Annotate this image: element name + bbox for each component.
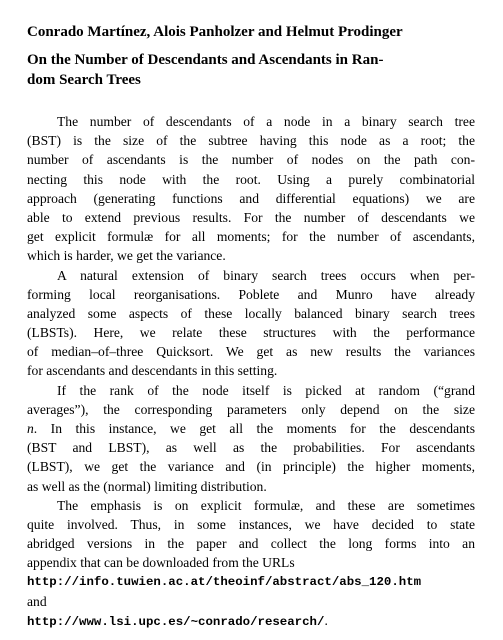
url-link-upc[interactable]: http://www.lsi.upc.es/~conrado/research/ [27,614,325,629]
text-line: necting this node with the root. Using a purely combinatorial [27,171,475,187]
url-link-tuwien[interactable]: http://info.tuwien.ac.at/theoinf/abstract/abs_120.htm [27,574,422,589]
text-line: averages”), the corresponding parameters only depend on the size [27,401,475,417]
text-line: (LBSTs). Here, we relate these structures with the performance [27,325,475,341]
text-line: abridged versions in the paper and collect the long forms into an [27,536,475,552]
text-line: able to extend previous results. For the number of descendants we [27,209,475,225]
text-line: n. In this instance, we get all the moments for the descendants [27,421,475,436]
variable-n: n [27,421,34,436]
title-line: On the Number of Descendants and Ascendants in Ran- [27,52,384,68]
title-line: dom Search Trees [27,72,141,88]
text-line: of median–of–three Quicksort. We get as new results the variances [27,344,475,360]
text-line: The emphasis is on explicit formulæ, and these are sometimes [57,497,475,513]
text-line: get explicit formulæ for all moments; for the number of ascendants, [27,229,475,245]
text-line: and [27,593,47,609]
text-line: appendix that can be downloaded from the URLs [27,555,295,571]
text-line: (LBST), we get the variance and (in principle) the higher moments, [27,459,475,475]
text-line: for ascendants and descendants in this setting. [27,363,278,379]
text-line: which is harder, we get the variance. [27,248,226,264]
text-line: as well as the (normal) limiting distribution. [27,478,267,494]
text-line: If the rank of the node itself is picked at random (“grand [57,382,475,398]
paper-title [27,50,487,90]
text-line: (BST) is the size of the subtree having this node as a root; the [27,133,475,149]
authors: Conrado Martínez, Alois Panholzer and Helmut Prodinger [27,24,403,40]
text-line: analyzed some aspects of these locally balanced binary search trees [27,305,475,321]
text-line: forming local reorganisations. Poblete and Munro have already [27,286,475,302]
text-line: (BST and LBST), as well as the probabilities. For ascendants [27,440,475,456]
text-line: . [324,612,328,628]
text-line: A natural extension of binary search trees occurs when per- [57,267,475,283]
text-line: number of ascendants is the number of nodes on the path con- [27,152,475,168]
text-line: quite involved. Thus, in some instances, we have decided to state [27,516,475,532]
abstract-body [27,112,475,630]
text-line: The number of descendants of a node in a binary search tree [57,114,475,129]
text-line: approach (generating functions and differential equations) we are [27,190,475,206]
